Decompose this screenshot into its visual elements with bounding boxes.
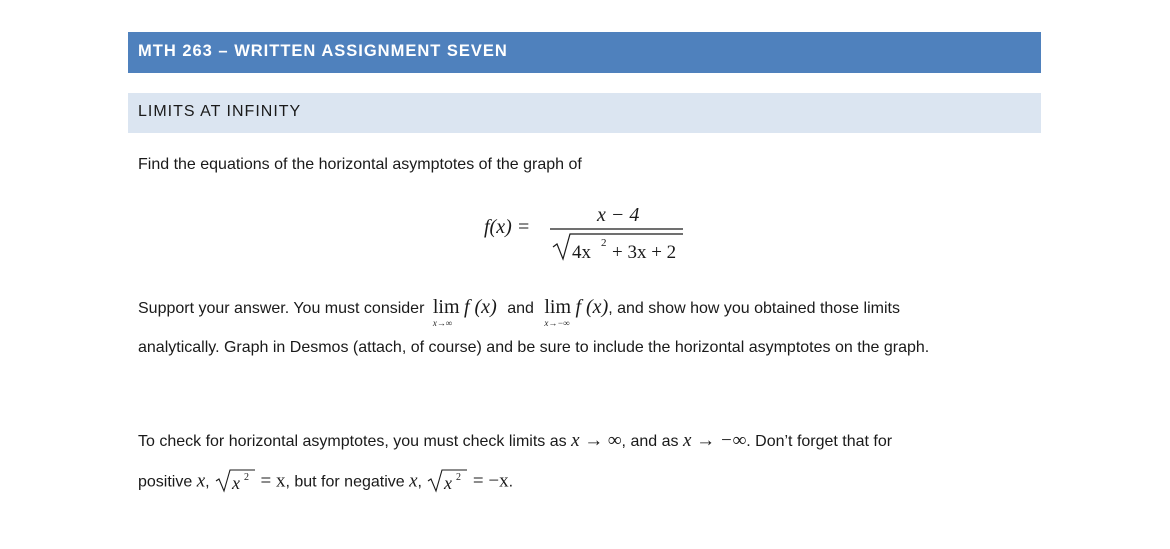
denominator-rest: + 3x + 2 — [612, 242, 677, 263]
section-header — [128, 93, 1041, 133]
hint-expr-1: x → ∞ — [571, 430, 622, 451]
hint-text-1: To check for horizontal asymptotes, you must check limits as — [138, 433, 567, 450]
formula-graphic — [484, 196, 694, 266]
hint-positive-word: positive — [138, 473, 193, 491]
sqrt-x-squared-1 — [214, 467, 256, 498]
function-formula — [484, 196, 694, 266]
lim-function-2: f (x) — [575, 296, 609, 318]
formula-lhs: f(x) = — [484, 216, 531, 238]
denominator-exponent: 2 — [601, 237, 607, 249]
hint-text-3: . Don’t forget that for — [746, 433, 893, 450]
hint-var-1: x — [196, 470, 206, 492]
hint-text-5: , but for negative — [285, 473, 405, 491]
limit-negative-infinity — [544, 296, 572, 328]
hint-comma-2: , — [417, 473, 422, 491]
hint-eq-positive: = x — [260, 470, 286, 492]
sqrt-exponent-1: 2 — [244, 472, 250, 483]
lim-word-1: lim — [432, 296, 460, 318]
problem-intro: Find the equations of the horizontal asymptotes of the graph of — [138, 156, 582, 173]
support-line-2: analytically. Graph in Desmos (attach, of course) and be sure to include the horizontal asymptotes on the graph. — [138, 339, 930, 356]
support-text-1: Support your answer. You must consider — [138, 300, 425, 317]
denominator-radicand: 4x — [572, 242, 591, 263]
assignment-title: MTH 263 – WRITTEN ASSIGNMENT SEVEN — [138, 42, 508, 60]
hint-eq-negative: = −x — [472, 470, 509, 492]
hint-expr-2: x → −∞ — [682, 430, 747, 451]
sqrt-graphic-2 — [426, 467, 468, 493]
sqrt-radicand-2: x — [444, 473, 453, 493]
support-text-2: , and show how you obtained those limits — [608, 300, 900, 317]
hint-line-2 — [138, 467, 513, 498]
assignment-header — [128, 32, 1041, 73]
hint-var-2: x — [409, 470, 418, 492]
formula-numerator: x − 4 — [597, 204, 640, 226]
support-line-1 — [138, 296, 900, 328]
and-word: and — [507, 300, 534, 317]
hint-period: . — [508, 473, 514, 491]
sqrt-x-squared-2 — [426, 467, 468, 498]
lim-word-2: lim — [544, 296, 572, 318]
hint-text-2: , and as — [621, 433, 679, 450]
hint-line-1 — [138, 430, 892, 452]
lim-subscript-2: x→−∞ — [544, 318, 570, 328]
sqrt-exponent-2: 2 — [456, 472, 462, 483]
lim-function-1: f (x) — [463, 296, 497, 318]
limit-positive-infinity — [432, 296, 460, 328]
hint-comma-1: , — [205, 473, 210, 491]
lim-subscript-1: x→∞ — [432, 318, 453, 328]
section-title: LIMITS AT INFINITY — [138, 103, 302, 120]
sqrt-graphic-1 — [214, 467, 256, 493]
sqrt-radicand-1: x — [232, 473, 241, 493]
